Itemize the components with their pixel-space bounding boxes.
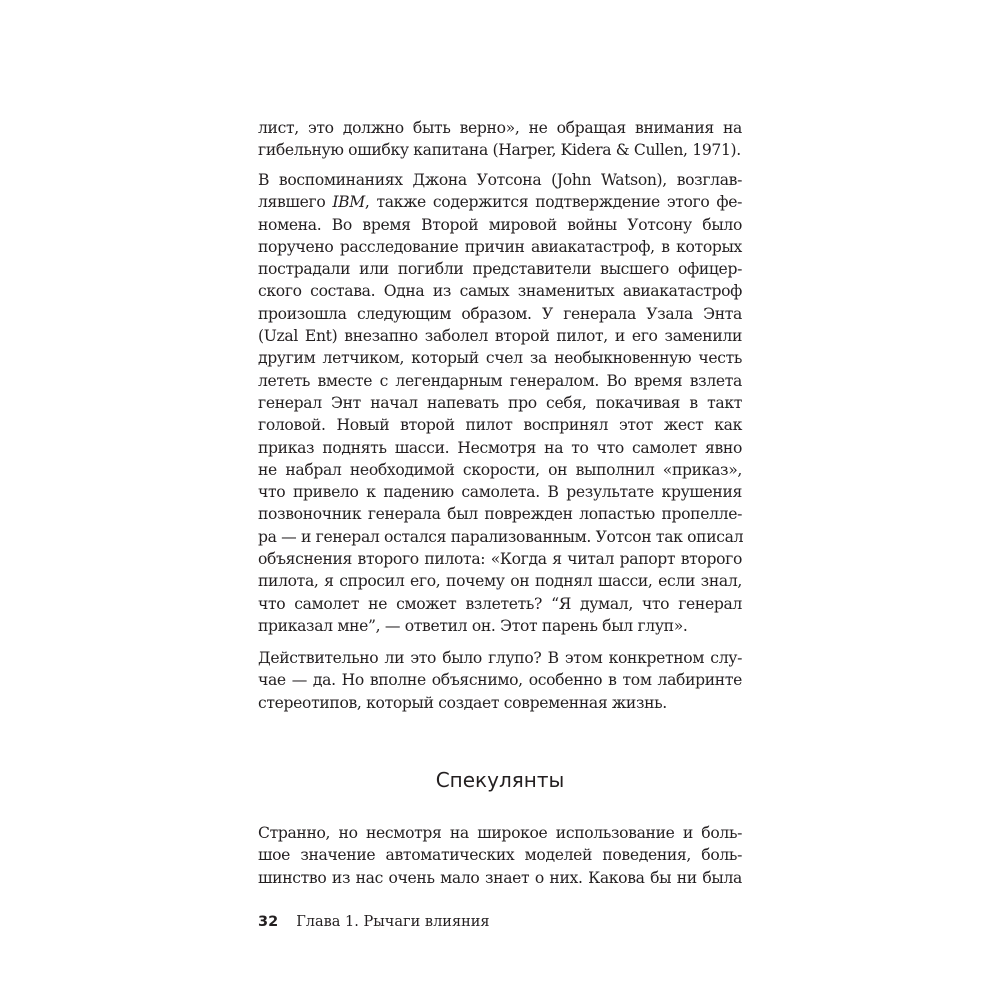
text-line: объяснения второго пилота: «Когда я читал рапорт второго [258,550,742,569]
page-number: 32 [258,914,279,930]
text-line: что самолет не сможет взлететь? “Я думал, что генерал [258,594,742,613]
text-line: позвоночник генерала был поврежден лопастью пропелле- [258,505,742,524]
chapter-title: Глава 1. Рычаги влияния [296,914,490,930]
text-line: генерал Энт начал напевать про себя, покачивая в такт [258,393,742,412]
text-line: пилота, я спросил его, почему он поднял шасси, если знал, [258,572,742,591]
text-line: не набрал необходимой скорости, он выполнил «приказ», [258,460,742,479]
paragraph-1 [258,117,742,162]
text-line: что привело к падению самолета. В результате крушения [258,483,742,502]
text-line: В воспоминаниях Джона Уотсона (John Watson), возглав- [258,171,742,189]
text-line: шинство из нас очень мало знает о них. Какова бы ни была [258,868,742,887]
section-heading: Спекулянты [435,768,565,792]
text-line: шое значение автоматических моделей поведения, боль- [258,846,742,865]
text-line: стереотипов, который создает современная жизнь. [258,693,667,712]
text-line: поручено расследование причин авиакатастроф, в которых [258,237,742,256]
text-line: другим летчиком, который счел за необыкновенную честь [258,349,742,368]
text-line: Действительно ли это было глупо? В этом конкретном слу- [258,649,742,667]
paragraph-3 [258,647,742,714]
text-line: ского состава. Одна из самых знаменитых авиакатастроф [258,282,742,301]
text-line: приказ поднять шасси. Несмотря на то что самолет явно [258,438,742,457]
text-line: чае — да. Но вполне объяснимо, особенно в том лабиринте [258,671,742,690]
text-line: (Uzal Ent) внезапно заболел второй пилот, и его заменили [258,327,742,346]
text-line: лист, это должно быть верно», не обращая внимания на [258,119,742,137]
text-line: лявшего IBM, также содержится подтверждение этого фе- [258,193,742,212]
paragraph-2 [258,169,742,637]
paragraph-4 [258,822,742,889]
text-line: ра — и генерал остался парализованным. Уотсон так описал [258,527,744,546]
text-line: гибельную ошибку капитана (Harper, Kidera & Cullen, 1971). [258,141,741,160]
text-line: приказал мне”, — ответил он. Этот парень был глуп». [258,616,688,635]
text-line: пострадали или погибли представители высшего офицер- [258,260,742,279]
text-line: Странно, но несмотря на широкое использование и боль- [258,824,742,842]
text-line: головой. Новый второй пилот воспринял этот жест как [258,416,742,435]
text-line: лететь вместе с легендарным генералом. Во время взлета [258,371,742,390]
page-footer [258,914,490,930]
text-line: номена. Во время Второй мировой войны Уотсону было [258,215,742,234]
text-line: произошла следующим образом. У генерала Узала Энта [258,304,742,323]
